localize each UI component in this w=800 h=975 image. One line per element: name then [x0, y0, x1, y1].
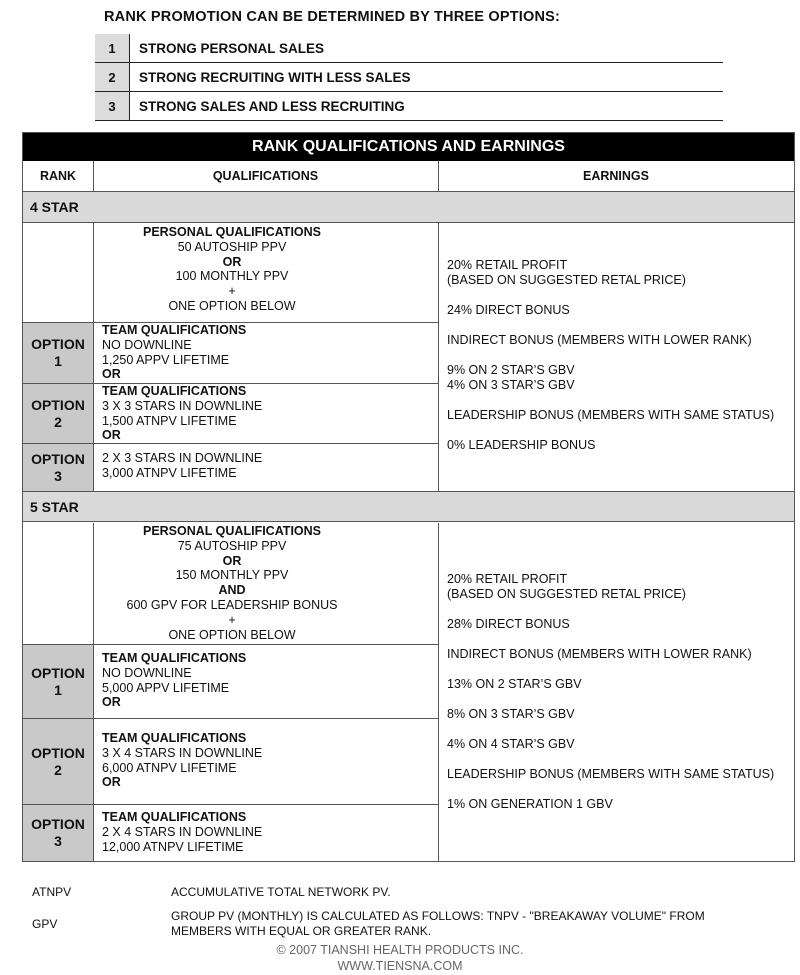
option-label-3: OPTION 3: [23, 805, 93, 861]
team-option-2: TEAM QUALIFICATIONS 3 X 4 STARS IN DOWNLINE 6,000 ATNPV LIFETIME OR: [102, 731, 263, 790]
promotion-option: [95, 34, 723, 63]
personal-qualifications: PERSONAL QUALIFICATIONS 50 AUTOSHIP PPV OR 100 MONTHLY PPV + ONE OPTION BELOW: [142, 225, 321, 313]
team-option-3: 2 X 3 STARS IN DOWNLINE 3,000 ATNPV LIFETIME: [102, 451, 263, 480]
option-number: 3: [95, 92, 130, 120]
term-atnpv: ATNPV: [32, 885, 72, 899]
promotion-option: [95, 92, 723, 121]
copyright-text: © 2007 TIANSHI HEALTH PRODUCTS INC.: [276, 943, 524, 957]
rank-band-5-star: 5 STAR: [23, 491, 794, 522]
option-label-1: OPTION 1: [23, 323, 93, 383]
option-label-2: OPTION 2: [23, 719, 93, 804]
page-title: RANK PROMOTION CAN BE DETERMINED BY THREE OPTIONS:: [104, 9, 561, 25]
promotion-options: [95, 34, 723, 121]
column-header-qualifications: QUALIFICATIONS: [93, 161, 438, 192]
column-header-rank: RANK: [23, 161, 93, 192]
option-label-2: OPTION 2: [23, 384, 93, 443]
option-label-3: OPTION 3: [23, 444, 93, 491]
option-number: 1: [95, 34, 130, 62]
rank-table: [22, 132, 795, 862]
table-title: RANK QUALIFICATIONS AND EARNINGS: [23, 133, 794, 161]
earnings-4-star: 20% RETAIL PROFIT (BASED ON SUGGESTED RETAL PRICE) 24% DIRECT BONUS INDIRECT BONUS (MEMBERS WITH LOWER RANK) 9% ON 2 STAR’S GBV 4% ON 3 STAR’S GBV LEADERSHIP BONUS (MEMBERS WITH SAME STATUS) 0% LEADERSHIP BONUS: [447, 258, 775, 452]
definition-gpv-line-2: MEMBERS WITH EQUAL OR GREATER RANK.: [171, 924, 432, 938]
option-text: STRONG RECRUITING WITH LESS SALES: [139, 69, 411, 85]
personal-qualifications: PERSONAL QUALIFICATIONS 75 AUTOSHIP PPV OR 150 MONTHLY PPV AND 600 GPV FOR LEADERSHIP BONUS + ONE OPTION BELOW: [126, 524, 338, 642]
promotion-option: [95, 63, 723, 92]
team-option-1: TEAM QUALIFICATIONS NO DOWNLINE 1,250 APPV LIFETIME OR: [102, 323, 247, 382]
option-number: 2: [95, 63, 130, 91]
team-option-1: TEAM QUALIFICATIONS NO DOWNLINE 5,000 APPV LIFETIME OR: [102, 651, 247, 710]
website-text: WWW.TIENSNA.COM: [337, 959, 463, 973]
term-gpv: GPV: [32, 917, 58, 931]
rank-band-4-star: 4 STAR: [23, 192, 794, 223]
option-text: STRONG SALES AND LESS RECRUITING: [139, 98, 405, 114]
definition-gpv-line-1: GROUP PV (MONTHLY) IS CALCULATED AS FOLLOWS: TNPV - "BREAKAWAY VOLUME" FROM: [171, 909, 705, 923]
option-label-1: OPTION 1: [23, 645, 93, 718]
column-header-earnings: EARNINGS: [438, 161, 794, 192]
team-option-3: TEAM QUALIFICATIONS 2 X 4 STARS IN DOWNLINE 12,000 ATNPV LIFETIME: [102, 810, 263, 854]
definition-atnpv: ACCUMULATIVE TOTAL NETWORK PV.: [171, 885, 391, 899]
team-option-2: TEAM QUALIFICATIONS 3 X 3 STARS IN DOWNLINE 1,500 ATNPV LIFETIME OR: [102, 384, 263, 443]
option-text: STRONG PERSONAL SALES: [139, 40, 325, 56]
earnings-5-star: 20% RETAIL PROFIT (BASED ON SUGGESTED RETAL PRICE) 28% DIRECT BONUS INDIRECT BONUS (MEMBERS WITH LOWER RANK) 13% ON 2 STAR’S GBV 8% ON 3 STAR’S GBV 4% ON 4 STAR’S GBV LEADERSHIP BONUS (MEMBERS WITH SAME STATUS) 1% ON GENERATION 1 GBV: [447, 572, 775, 811]
